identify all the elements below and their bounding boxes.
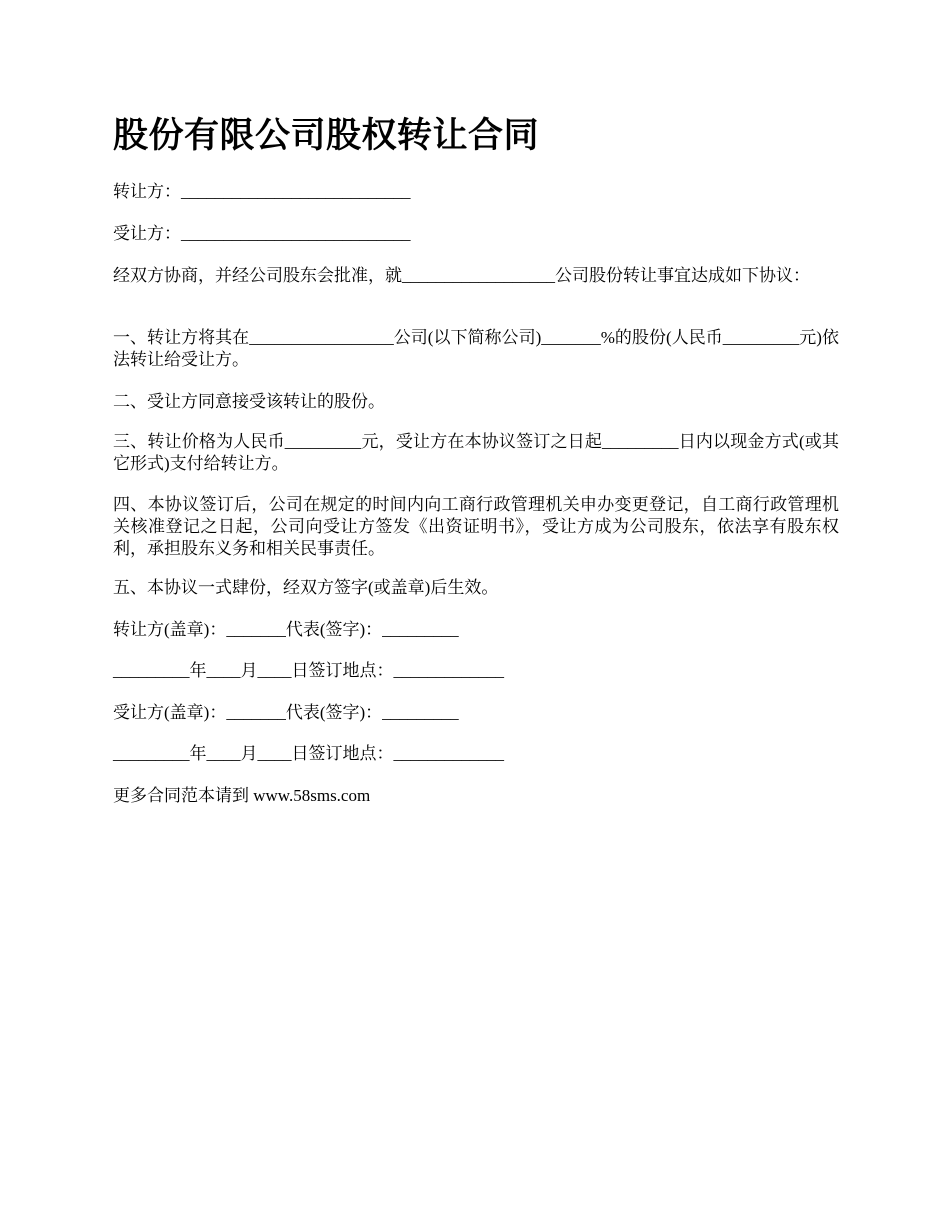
transferee-signature-line: 受让方(盖章)：_______代表(签字)：_________ [113,703,459,722]
transferee-line: 受让方：___________________________ [113,224,411,243]
clause-4-paragraph: 四、本协议签订后，公司在规定的时间内向工商行政管理机关申办变更登记，自工商行政管理机关核准登记之日起，公司向受让方签发《出资证明书》，受让方成为公司股东，依法享有股东权利，承担股东义务和相关民事责任。 [113,495,839,558]
preamble-paragraph: 经双方协商，并经公司股东会批准，就__________________公司股份转让事宜达成如下协议： [113,266,810,285]
transferee-date-place-line: _________年____月____日签订地点：_____________ [113,744,504,763]
clause-5-paragraph: 五、本协议一式肆份，经双方签字(或盖章)后生效。 [113,578,499,597]
transferor-date-place-line: _________年____月____日签订地点：_____________ [113,661,504,680]
transferor-signature-line: 转让方(盖章)：_______代表(签字)：_________ [113,620,459,639]
clause-1-paragraph: 一、转让方将其在_________________公司(以下简称公司)_______%的股份(人民币_________元)依法转让给受让方。 [113,328,839,369]
clause-3-paragraph: 三、转让价格为人民币_________元，受让方在本协议签订之日起_________日内以现金方式(或其它形式)支付给转让方。 [113,432,839,473]
footer-note: 更多合同范本请到 www.58sms.com [113,786,371,805]
clause-2-paragraph: 二、受让方同意接受该转让的股份。 [113,392,385,411]
transferor-line: 转让方：___________________________ [113,182,411,201]
document-title: 股份有限公司股权转让合同 [113,116,540,155]
